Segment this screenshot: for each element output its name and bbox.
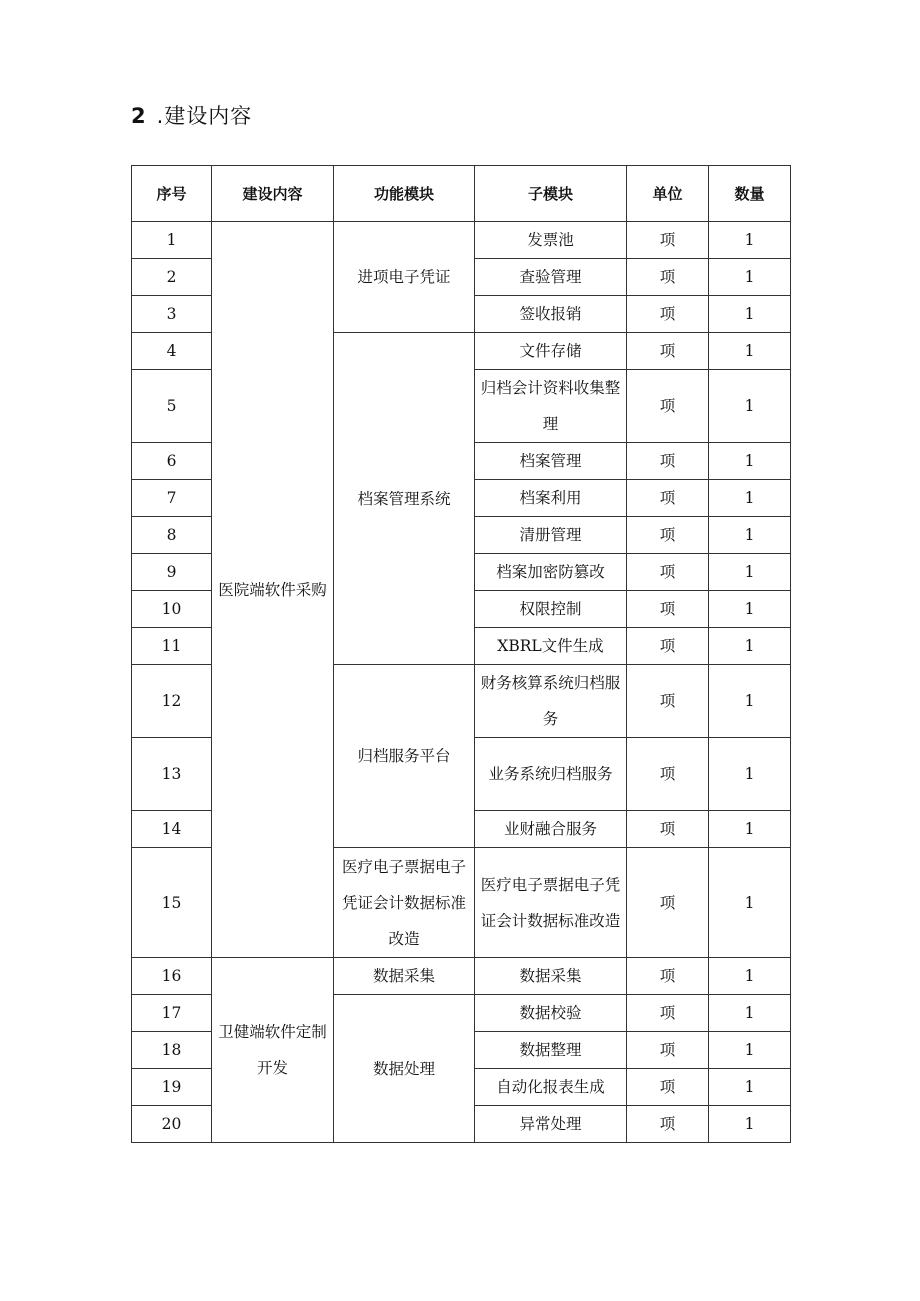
cell-submodule: 发票池 xyxy=(475,222,627,259)
cell-submodule: 签收报销 xyxy=(475,296,627,333)
cell-unit: 项 xyxy=(627,517,709,554)
table-row xyxy=(132,958,791,995)
cell-submodule: 查验管理 xyxy=(475,259,627,296)
cell-submodule: 档案管理 xyxy=(475,443,627,480)
cell-seq: 6 xyxy=(132,443,212,480)
cell-unit: 项 xyxy=(627,958,709,995)
cell-submodule: 自动化报表生成 xyxy=(475,1069,627,1106)
cell-qty: 1 xyxy=(709,958,791,995)
cell-seq: 13 xyxy=(132,738,212,811)
cell-qty: 1 xyxy=(709,443,791,480)
cell-submodule: 档案加密防篡改 xyxy=(475,554,627,591)
cell-module: 医疗电子票据电子凭证会计数据标准改造 xyxy=(334,848,475,958)
cell-seq: 17 xyxy=(132,995,212,1032)
cell-unit: 项 xyxy=(627,848,709,958)
cell-unit: 项 xyxy=(627,811,709,848)
cell-qty: 1 xyxy=(709,296,791,333)
header-submodule: 子模块 xyxy=(475,166,627,222)
construction-content-table xyxy=(131,165,791,1143)
cell-seq: 4 xyxy=(132,333,212,370)
cell-seq: 14 xyxy=(132,811,212,848)
cell-seq: 20 xyxy=(132,1106,212,1143)
section-number: 2 xyxy=(131,104,147,128)
header-content: 建设内容 xyxy=(212,166,334,222)
cell-submodule: 数据采集 xyxy=(475,958,627,995)
cell-submodule: 清册管理 xyxy=(475,517,627,554)
cell-seq: 10 xyxy=(132,591,212,628)
header-seq: 序号 xyxy=(132,166,212,222)
section-title: .建设内容 xyxy=(156,104,253,128)
cell-qty: 1 xyxy=(709,1106,791,1143)
cell-unit: 项 xyxy=(627,1106,709,1143)
cell-unit: 项 xyxy=(627,443,709,480)
cell-seq: 8 xyxy=(132,517,212,554)
cell-module: 档案管理系统 xyxy=(334,333,475,665)
cell-unit: 项 xyxy=(627,480,709,517)
cell-seq: 12 xyxy=(132,665,212,738)
cell-module: 进项电子凭证 xyxy=(334,222,475,333)
cell-submodule: 数据校验 xyxy=(475,995,627,1032)
table-header-row xyxy=(132,166,791,222)
cell-qty: 1 xyxy=(709,995,791,1032)
cell-seq: 2 xyxy=(132,259,212,296)
cell-unit: 项 xyxy=(627,665,709,738)
cell-module: 数据采集 xyxy=(334,958,475,995)
cell-seq: 16 xyxy=(132,958,212,995)
cell-unit: 项 xyxy=(627,995,709,1032)
cell-qty: 1 xyxy=(709,1032,791,1069)
cell-unit: 项 xyxy=(627,1069,709,1106)
cell-module: 数据处理 xyxy=(334,995,475,1143)
cell-submodule: 权限控制 xyxy=(475,591,627,628)
cell-seq: 1 xyxy=(132,222,212,259)
cell-qty: 1 xyxy=(709,665,791,738)
section-heading xyxy=(131,100,252,130)
cell-submodule: 业务系统归档服务 xyxy=(475,738,627,811)
cell-unit: 项 xyxy=(627,628,709,665)
cell-qty: 1 xyxy=(709,480,791,517)
cell-qty: 1 xyxy=(709,811,791,848)
header-module: 功能模块 xyxy=(334,166,475,222)
cell-unit: 项 xyxy=(627,222,709,259)
cell-content: 卫健端软件定制开发 xyxy=(212,958,334,1143)
cell-unit: 项 xyxy=(627,554,709,591)
cell-seq: 9 xyxy=(132,554,212,591)
cell-unit: 项 xyxy=(627,738,709,811)
cell-submodule: 财务核算系统归档服务 xyxy=(475,665,627,738)
cell-qty: 1 xyxy=(709,222,791,259)
cell-qty: 1 xyxy=(709,370,791,443)
cell-seq: 19 xyxy=(132,1069,212,1106)
cell-submodule: XBRL文件生成 xyxy=(475,628,627,665)
cell-seq: 15 xyxy=(132,848,212,958)
cell-content: 医院端软件采购 xyxy=(212,222,334,958)
cell-qty: 1 xyxy=(709,259,791,296)
cell-unit: 项 xyxy=(627,296,709,333)
cell-seq: 5 xyxy=(132,370,212,443)
cell-qty: 1 xyxy=(709,848,791,958)
cell-submodule: 医疗电子票据电子凭证会计数据标准改造 xyxy=(475,848,627,958)
cell-unit: 项 xyxy=(627,259,709,296)
cell-submodule: 归档会计资料收集整理 xyxy=(475,370,627,443)
cell-module: 归档服务平台 xyxy=(334,665,475,848)
cell-unit: 项 xyxy=(627,591,709,628)
cell-qty: 1 xyxy=(709,1069,791,1106)
cell-submodule: 文件存储 xyxy=(475,333,627,370)
table-row xyxy=(132,222,791,259)
cell-seq: 18 xyxy=(132,1032,212,1069)
cell-submodule: 业财融合服务 xyxy=(475,811,627,848)
cell-submodule: 档案利用 xyxy=(475,480,627,517)
cell-qty: 1 xyxy=(709,738,791,811)
cell-unit: 项 xyxy=(627,1032,709,1069)
cell-qty: 1 xyxy=(709,517,791,554)
cell-submodule: 异常处理 xyxy=(475,1106,627,1143)
cell-seq: 3 xyxy=(132,296,212,333)
cell-unit: 项 xyxy=(627,370,709,443)
cell-qty: 1 xyxy=(709,554,791,591)
cell-qty: 1 xyxy=(709,628,791,665)
cell-submodule: 数据整理 xyxy=(475,1032,627,1069)
header-qty: 数量 xyxy=(709,166,791,222)
cell-seq: 7 xyxy=(132,480,212,517)
cell-seq: 11 xyxy=(132,628,212,665)
cell-unit: 项 xyxy=(627,333,709,370)
cell-qty: 1 xyxy=(709,333,791,370)
cell-qty: 1 xyxy=(709,591,791,628)
header-unit: 单位 xyxy=(627,166,709,222)
